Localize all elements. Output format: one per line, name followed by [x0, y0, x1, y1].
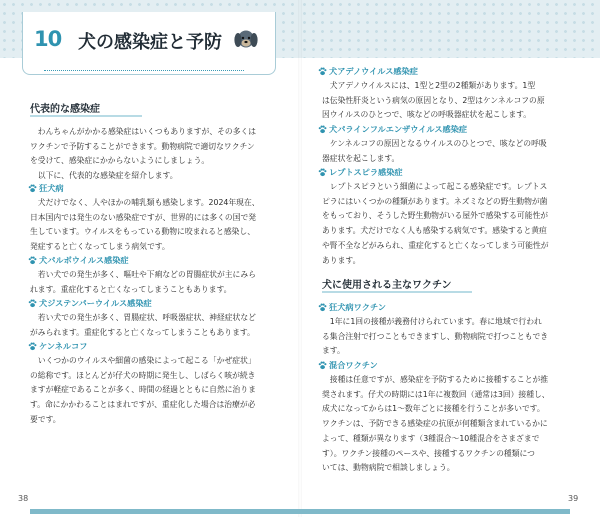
footer-rule-left — [30, 509, 300, 514]
intro-line-2: ワクチンで予防することができます。動物病院で適切なワクチン — [30, 141, 255, 151]
paw-icon — [318, 361, 327, 370]
disease-name: 狂犬病 — [39, 183, 64, 193]
disease-name: 犬パラインフルエンザウイルス感染症 — [329, 124, 468, 134]
vaccine-heading-combination — [318, 360, 378, 371]
disease-heading-rabies — [28, 183, 64, 194]
disease-description-distemper: 若い犬での発生が多く、胃腸症状、呼吸器症状、神経症状など がみられます。重症化すると亡くなってしまうこともあります。 — [30, 313, 256, 337]
page-number-right: 39 — [568, 494, 579, 503]
header-dot-pattern-right — [300, 0, 600, 58]
book-gutter — [298, 0, 302, 517]
section-heading-underline — [30, 115, 142, 117]
section-heading-infections: 代表的な感染症 — [30, 104, 100, 115]
disease-heading-leptospira — [318, 167, 403, 178]
page-number-left: 38 — [18, 494, 29, 503]
dog-face-icon — [232, 24, 260, 52]
paw-icon — [318, 125, 327, 134]
disease-name: レプトスピラ感染症 — [329, 167, 403, 177]
vaccine-description-combination: 接種は任意ですが、感染症を予防するために接種することが推 奨されます。仔犬の時期には1年に複数回（通常は3回）接種し、 成犬になってからは1～数年ごとに接種を行うことが多いです。 ワクチンは、予防できる感染症の抗原が何種類含まれているかに よって、種類が異なります（3種混合～10種混合をさまざまで す）。ワクチン接種のペースや、接種するワクチンの種類につ いては、動物病院で相談しましょう。 — [322, 375, 550, 473]
disease-heading-kennel-cough — [28, 341, 87, 352]
paw-icon — [318, 67, 327, 76]
section-heading-underline — [322, 291, 472, 293]
disease-description-kennel-cough: いくつかのウイルスや細菌の感染によって起こる「かぜ症状」 の総称です。ほとんどが仔犬の時期に発生し、しばらく咳が続き ますが軽症であることが多く、時間の経過とともに自然に治りま す。命にかかわることはまれですが、重症化した場合は治療が必 要です。 — [30, 356, 256, 424]
paw-icon — [318, 168, 327, 177]
paw-icon — [28, 256, 37, 265]
paw-icon — [28, 342, 37, 351]
intro-line-4: 以下に、代表的な感染症を紹介します。 — [37, 171, 178, 181]
intro-line-1: わんちゃんがかかる感染症はいくつもありますが、その多くは — [37, 127, 257, 136]
disease-name: 犬ジステンパーウイルス感染症 — [39, 298, 152, 308]
paw-icon — [28, 184, 37, 193]
disease-description-rabies: 犬だけでなく、人やほかの哺乳類も感染します。2024年現在、 日本国内では発生のない感染症ですが、世界的には多くの国で発 生しています。ウイルスをもっている動物に咬まれると感染し、 発症すると亡くなってしまう病気です。 — [30, 198, 260, 252]
disease-heading-distemper — [28, 298, 152, 309]
disease-heading-parainfluenza — [318, 124, 467, 135]
vaccine-name: 狂犬病ワクチン — [329, 302, 386, 312]
section-heading-vaccines: 犬に使用される主なワクチン — [322, 280, 452, 291]
intro-paragraph — [30, 125, 278, 184]
vaccine-heading-rabies — [318, 302, 386, 313]
disease-description-parainfluenza: ケンネルコフの原因となるウイルスのひとつで、咳などの呼吸 器症状を起こします。 — [322, 139, 547, 163]
title-dotted-rule — [44, 70, 244, 71]
footer-rule-right — [300, 509, 570, 514]
disease-heading-adenovirus — [318, 66, 418, 77]
paw-icon — [28, 299, 37, 308]
disease-description-adenovirus: 犬アデノウイルスには、1型と2型の2種類があります。1型 は伝染性肝炎という病気の原因となり、2型はケンネルコフの原 因ウイルスのひとつで、咳などの呼吸器症状を起こします。 — [322, 81, 545, 120]
disease-description-parvovirus: 若い犬での発生が多く、嘔吐や下痢などの胃腸症状が主にみら れます。重症化すると亡くなってしまうこともあります。 — [30, 270, 256, 294]
disease-heading-parvovirus — [28, 255, 129, 266]
disease-name: 犬パルボウイルス感染症 — [39, 255, 129, 265]
disease-name: 犬アデノウイルス感染症 — [329, 66, 418, 76]
chapter-title: 犬の感染症と予防 — [78, 32, 222, 53]
disease-description-leptospira: レプトスピラという細菌によって起こる感染症です。レプトス ピラにはいくつかの種類があります。ネズミなどの野生動物が菌 をもっており、そうした野生動物がいる屋外で感染する可能性が あります。犬だけでなく人も感染する病気です。感染すると黄疸 や腎不全などがみられ、重症化すると亡くなってしまう可能性が あります。 — [322, 182, 549, 265]
vaccine-name: 混合ワクチン — [329, 360, 378, 370]
intro-line-3: を受けて、感染症にかからないようにしましょう。 — [30, 156, 210, 166]
chapter-number: 10 — [34, 27, 62, 51]
paw-icon — [318, 303, 327, 312]
vaccine-description-rabies: 1年に1回の接種が義務付けられています。春に地域で行われ る集合注射で打つこともできますし、動物病院で打つこともでき ます。 — [322, 317, 549, 356]
disease-name: ケンネルコフ — [39, 341, 88, 351]
